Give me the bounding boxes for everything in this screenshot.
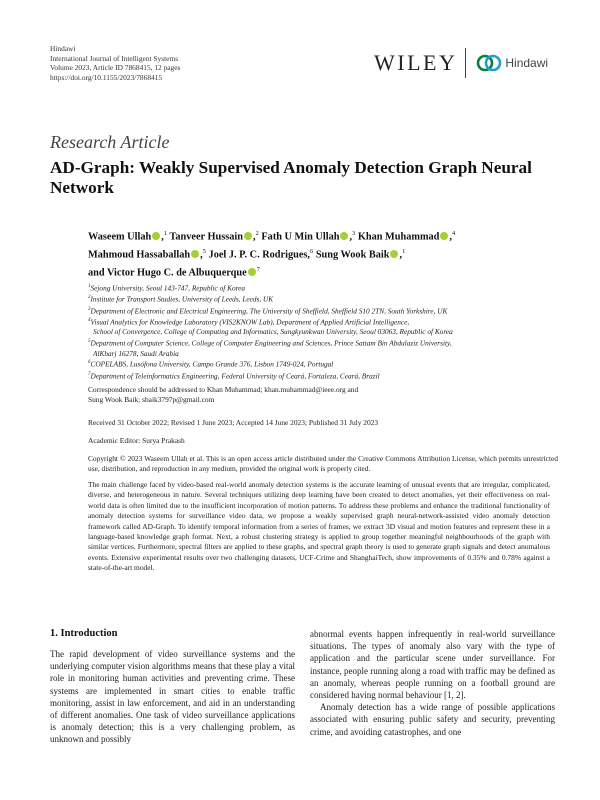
publication-dates: Received 31 October 2022; Revised 1 June 2023; Accepted 14 June 2023; Published 31 July 2023 [88, 418, 379, 427]
author-line-2: Mahmoud Hassaballah ,$^5$ Joel J. P. C. Rodrigues,$^6$ Sung Wook Baik ,$^1$ [88, 248, 406, 261]
orcid-icon[interactable] [340, 232, 348, 240]
orcid-icon[interactable] [440, 232, 448, 240]
author-line-1: Waseem Ullah ,$^1$ Tanveer Hussain ,$^2$ Fath U Min Ullah ,$^3$ Khan Muhammad ,$^4$ [88, 230, 456, 243]
hindawi-logo-text: Hindawi [505, 56, 549, 70]
affiliation-item: $^5$Department of Computer Science, College of Computer Engineering and Sciences, Prince Sattam Bin Abdulaziz University, [88, 338, 452, 348]
affiliation-item: $^7$Department of Teleinformatics Engineering, Federal University of Ceará, Fortaleza, Ceará, Brazil [88, 371, 380, 381]
wiley-logo: WILEY [374, 50, 458, 75]
affiliation-item: $^2$Institute for Transport Studies, University of Leeds, Leeds, UK [88, 294, 274, 304]
author-affiliation-mark: 2 [255, 230, 259, 237]
author-affiliation-mark: 7 [256, 266, 260, 274]
author-list [88, 227, 548, 281]
author-name: Sung Wook Baik [315, 249, 390, 261]
doi-link[interactable]: https://doi.org/10.1155/2023/7868415 [50, 72, 163, 82]
orcid-icon[interactable] [244, 232, 252, 240]
affiliations [88, 282, 558, 381]
orcid-icon[interactable] [248, 268, 256, 276]
author-affiliation-mark: 3 [352, 230, 356, 237]
volume-info: Volume 2023, Article ID 7868415, 12 pages [50, 63, 181, 73]
author-name: Khan Muhammad [357, 231, 440, 243]
intro-paragraph: The rapid development of video surveillance systems and the underlying computer vision algorithms means that these play a vital role in monitoring human activities and preventing crime. These systems are implemented in smart cities to enable traffic monitoring, assist in law enforcement, and aid in an understanding of different anomalies. One task of video surveillance applications is anomaly detection; this is a very challenging problem, as unknown and possibly [50, 649, 295, 745]
orcid-icon[interactable] [390, 250, 398, 258]
author-affiliation-mark: 6 [310, 248, 314, 256]
article-type: Research Article [50, 132, 170, 152]
author-affiliation-mark: 1 [402, 248, 406, 256]
intro-paragraph: abnormal events happen infrequently in real-world surveillance situations. The types of anomaly also vary with the type of application and the particular scene under surveillance. For instance, people running along a road with traffic may be defined as an anomaly, whereas people running on a football ground are considered having normal behaviour [1, 2]. [310, 629, 555, 701]
affiliation-item: $^3$Department of Electronic and Electrical Engineering, The University of Sheffield, Sheffield S10 2TN, South Yorkshire, UK [88, 306, 448, 316]
copyright-notice: Copyright © 2023 Waseem Ullah et al. This is an open access article distributed under the Creative Commons Attribution License, which permits unrestricted use, distribution, and reproduction in any medium, provided the original work is properly cited. [88, 454, 558, 474]
correspondence: Correspondence should be addressed to Khan Muhammad; khan.muhammad@ieee.org and Sung Wook Baik; sbaik3797p@gmail.com [88, 385, 359, 405]
author-name: and Victor Hugo C. de Albuquerque [88, 267, 247, 279]
abstract: The main challenge faced by video-based real-world anomaly detection systems is the accurate learning of unusual events that are irregular, complicated, diverse, and heterogeneous in nature. Several techniques utilizing deep learning have been created to detect anomalies, yet their effectiveness on real-world data is often limited due to the insufficient incorporation of motion patterns. To address these problems and enhance the traditional functionality of anomaly detection systems for surveillance video data, we propose a weakly supervised graph neural-network-assisted video anomaly detection framework called AD-Graph. To identify temporal information from a series of frames, we extract 3D visual and motion features and represent these in a language-based knowledge graph format. Next, a robust clustering strategy is applied to group together meaningful neighbourhoods of the graph with similar vertices. Furthermore, spectral filters are applied to these graphs, and spectral graph theory is used to generate graph signals and detect anomalous events. Extensive experimental results over two challenging datasets, UCF-Crime and ShanghaiTech, show improvements of 0.35% and 0.78% against a state-of-the-art model. [88, 480, 550, 573]
logo-divider [465, 48, 466, 78]
author-name: Mahmoud Hassaballah [88, 249, 191, 261]
author-line-3 [88, 263, 548, 281]
academic-editor: Academic Editor: Surya Prakash [88, 436, 185, 445]
intro-right-column [310, 628, 555, 738]
publisher-logos [374, 48, 548, 78]
author-name: Fath U Min Ullah [261, 231, 340, 243]
journal-name: International Journal of Intelligent Systems [50, 53, 179, 63]
journal-header [50, 44, 180, 82]
author-name: Waseem Ullah [88, 231, 152, 243]
hindawi-rings-icon [476, 53, 502, 73]
affiliation-item: School of Convergence, College of Computing and Informatics, Sungkyunkwan University, Seoul 03063, Republic of Korea [93, 327, 453, 337]
orcid-icon[interactable] [152, 232, 160, 240]
author-name: Tanveer Hussain [169, 231, 243, 243]
publisher-name: Hindawi [50, 44, 76, 53]
section-heading-introduction: 1. Introduction [50, 628, 118, 639]
paper-title: AD-Graph: Weakly Supervised Anomaly Detection Graph Neural Network [50, 158, 532, 197]
author-affiliation-mark: 1 [163, 230, 168, 237]
author-affiliation-mark: 4 [452, 230, 456, 237]
author-name: Joel J. P. C. Rodrigues [208, 249, 308, 261]
affiliation-item: $^4$Visual Analytics for Knowledge Laboratory (VIS2KNOW Lab), Department of Applied Artificial Intelligence, [88, 317, 410, 327]
affiliation-item: AlKharj 16278, Saudi Arabia [93, 348, 179, 358]
affiliation-item: $^6$COPELABS, Lusófona University, Campo Grande 376, Lisbon 1749-024, Portugal [88, 359, 334, 369]
intro-paragraph: Anomaly detection has a wide range of possible applications associated with ensuring public safety and security, preventing crime, and avoiding catastrophes, and one [310, 702, 555, 737]
orcid-icon[interactable] [191, 250, 199, 258]
affiliation-item: $^1$Sejong University, Seoul 143-747, Republic of Korea [88, 283, 246, 293]
author-affiliation-mark: 5 [202, 248, 206, 256]
intro-left-column [50, 648, 295, 746]
